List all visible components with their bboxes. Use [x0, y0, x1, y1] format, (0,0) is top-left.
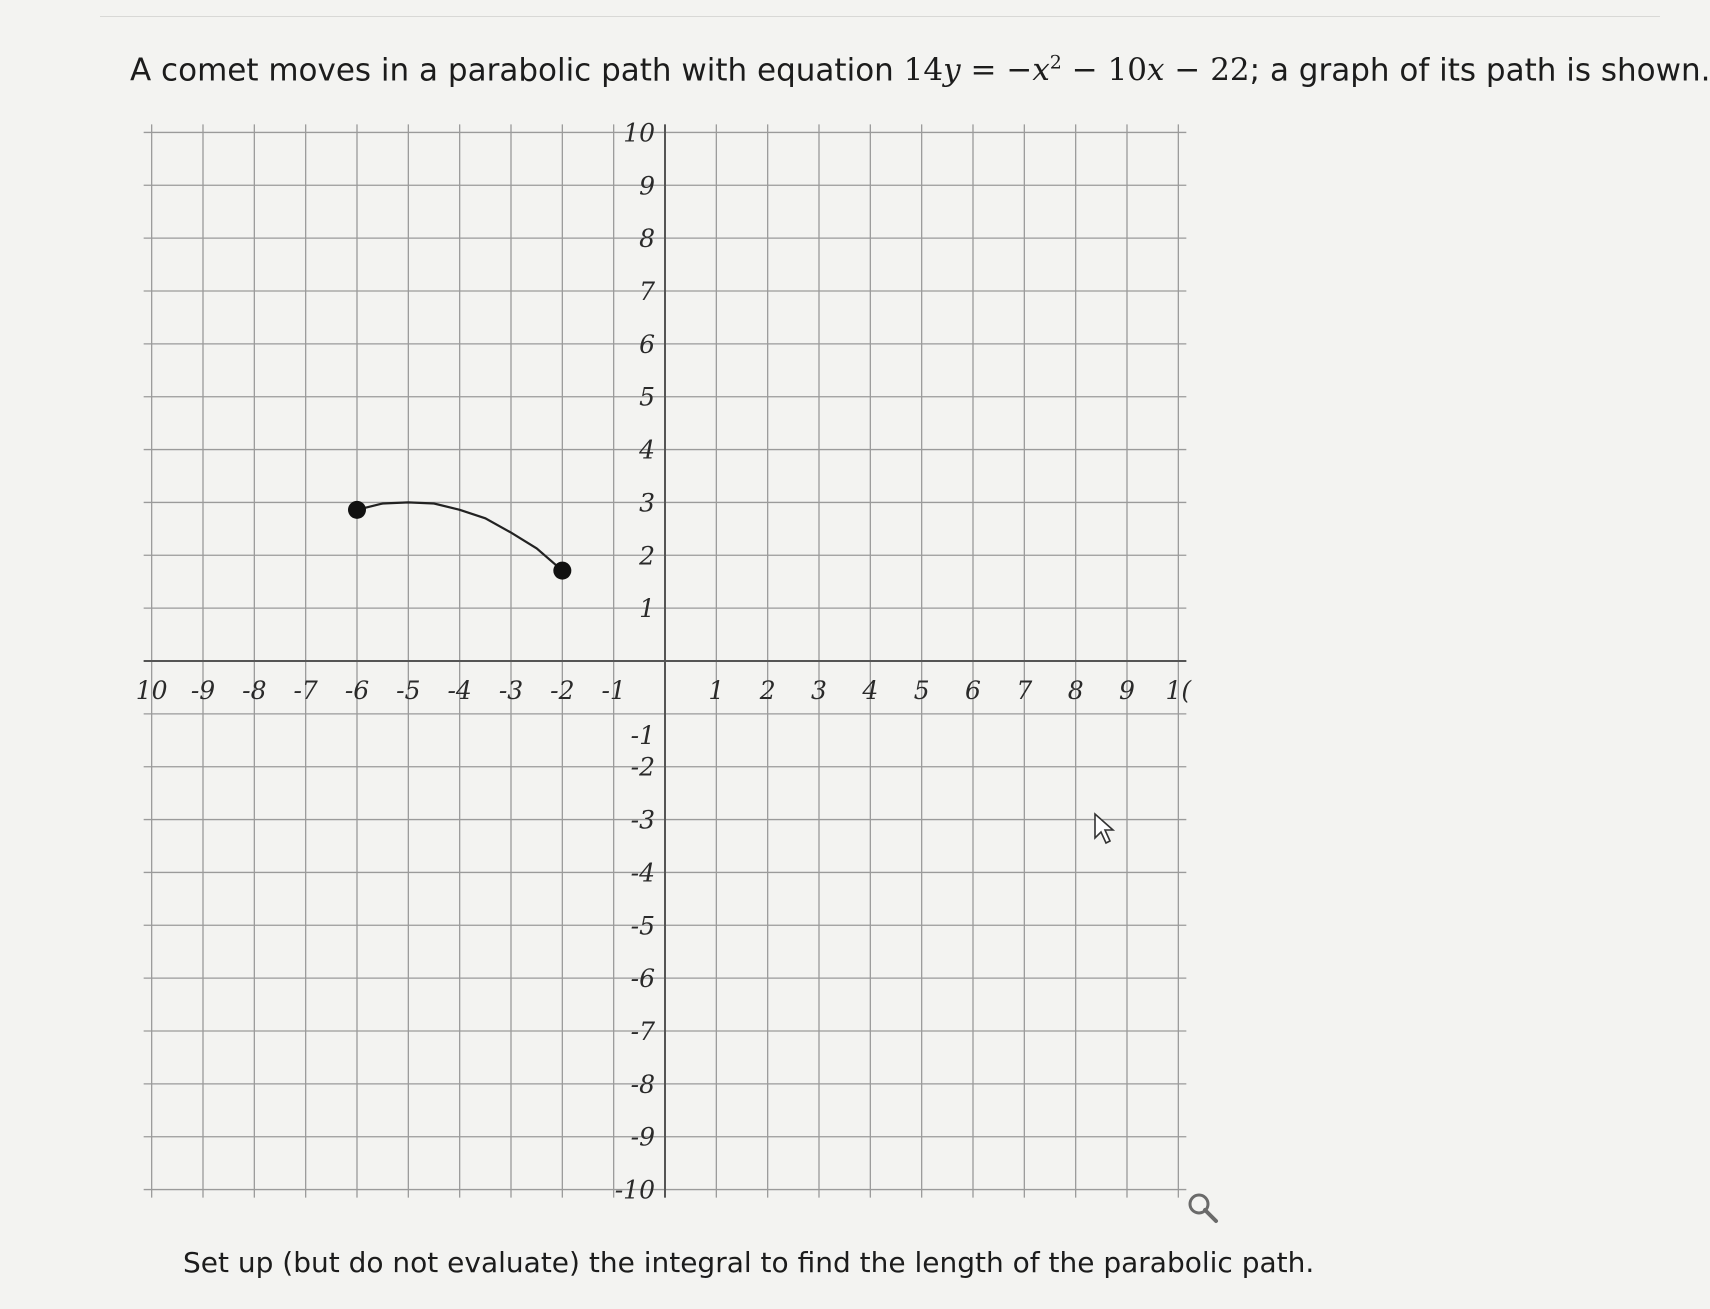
y-tick-label: 10 [623, 118, 655, 148]
y-tick-label: 7 [639, 277, 655, 306]
x-tick-label: -9 [190, 676, 216, 705]
y-tick-label: -5 [630, 911, 655, 941]
y-tick-label: 6 [639, 329, 655, 359]
y-tick-label: -3 [630, 805, 655, 835]
x-tick-label: -5 [396, 676, 421, 705]
x-tick-label: -3 [498, 676, 524, 705]
y-tick-label: -4 [630, 858, 655, 888]
y-tick-label: -9 [630, 1122, 655, 1152]
x-tick-label: 3 [811, 676, 827, 705]
question-text [130, 52, 1710, 88]
x-tick-label: -7 [293, 676, 318, 705]
question-prefix: A comet moves in a parabolic path with equation [130, 52, 904, 89]
y-tick-label: 2 [639, 541, 655, 571]
x-tick-label: -2 [550, 676, 575, 705]
x-tick-label: -1 [601, 676, 626, 705]
y-tick-label: 9 [639, 171, 655, 201]
y-tick-label: 3 [639, 488, 655, 518]
magnifier-icon[interactable] [1185, 1190, 1221, 1230]
x-tick-label: 4 [862, 676, 879, 705]
parabola-graph [135, 118, 1240, 1228]
y-tick-label: 1 [639, 594, 655, 624]
y-tick-label: 5 [639, 382, 655, 412]
equation: $14y = -x^2 - 10x - 22$ [903, 52, 1250, 89]
x-tick-label: -6 [344, 676, 370, 705]
x-tick-label: 2 [759, 676, 776, 705]
y-tick-label: -7 [630, 1017, 655, 1046]
endpoint-dot [348, 501, 366, 519]
x-tick-label: 1( [1165, 676, 1192, 705]
top-divider [100, 16, 1660, 17]
instruction-text: Set up (but do not evaluate) the integral to find the length of the parabolic path. [183, 1246, 1315, 1279]
y-tick-label: -8 [630, 1069, 655, 1099]
x-tick-label: 7 [1016, 676, 1033, 705]
y-tick-label: -2 [630, 752, 655, 782]
mouse-pointer-icon [1092, 812, 1118, 850]
y-tick-label: -1 [630, 720, 655, 750]
x-tick-label: 9 [1119, 676, 1135, 705]
x-tick-label: 10 [135, 676, 168, 705]
endpoint-dot [553, 562, 571, 580]
x-tick-label: 8 [1067, 676, 1084, 705]
x-tick-label: 5 [913, 676, 930, 705]
question-suffix: ; a graph of its path is shown. [1249, 52, 1710, 89]
x-tick-label: 1 [708, 676, 725, 705]
x-tick-label: -8 [242, 676, 267, 705]
y-tick-label: 4 [639, 435, 655, 465]
x-tick-label: -4 [447, 676, 472, 705]
y-tick-label: 8 [639, 224, 655, 254]
x-tick-label: 6 [965, 676, 981, 705]
y-tick-label: -10 [614, 1175, 655, 1205]
y-tick-label: -6 [630, 964, 655, 994]
